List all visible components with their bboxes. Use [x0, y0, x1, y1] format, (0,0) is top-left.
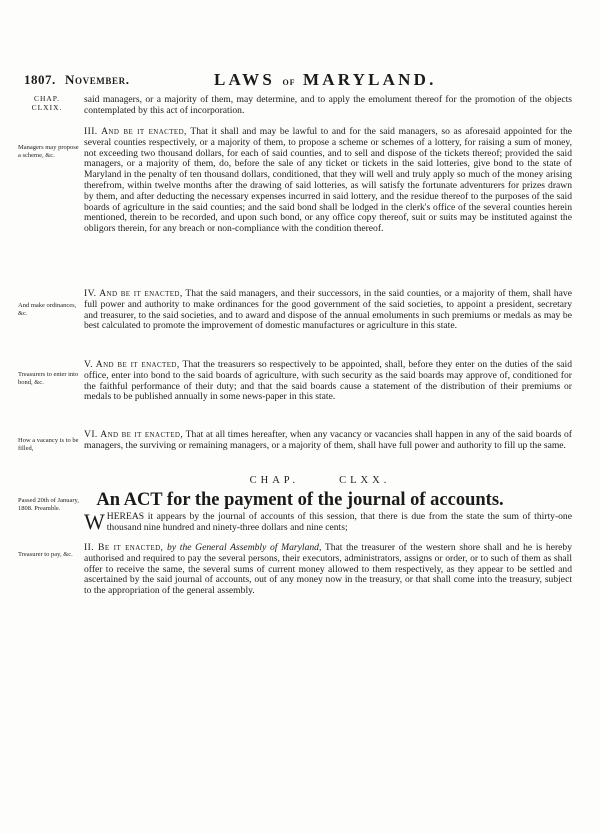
- act-title: An ACT for the payment of the journal of accounts.: [96, 490, 504, 510]
- title-laws: LAWS: [214, 70, 275, 89]
- chapter-number: CLXIX.: [31, 103, 63, 112]
- paragraph-text: said managers, or a majority of them, may determine, and to apply the emolument thereof for the promotion of the objects contemplated by this act of incorporation.: [84, 94, 572, 116]
- margin-note-treasurers: Treasurers to enter into bond, &c.: [18, 371, 79, 386]
- section-lead: IV. And be it enacted,: [84, 288, 183, 299]
- drop-cap: W: [84, 509, 105, 534]
- section-ii: [84, 543, 572, 597]
- section-lead: V. And be it enacted,: [84, 359, 180, 370]
- section-v: [84, 360, 572, 403]
- section-text: That the treasurers so respectively to be appointed, shall, before they enter on the duties of the said office, enter into bond to the said boards of agriculture, with such security as the said boards may approve of, conditioned for the faithful performance of their duty; and that the said boards cause a statement of the distribution of their premiums or medals to be published annually in some news-paper in this state.: [84, 359, 572, 403]
- section-iii: [84, 127, 572, 235]
- preamble-text: HEREAS it appears by the journal of accounts of this session, that there is due from the state the sum of thirty-one thousand nine hundred and ninety-three dollars and nine cents;: [106, 511, 572, 533]
- margin-note-passed: Passed 20th of January, 1808. Preamble.: [18, 497, 79, 512]
- section-text: That the treasurer of the western shore shall and he is hereby authorised and required to pay the several persons, their executors, administrators, assigns or order, or to such of them as shall offer to receive the same, the several sums of current money allowed to them respectively, as they appear to be settled and ascertained by the said journal of accounts, out of any money now in the treasury, or that shall come into the treasury, subject to the appropriation of the general assembly.: [84, 542, 573, 597]
- section-lead: II. Be it enacted,: [84, 542, 164, 553]
- section-lead: III. And be it enacted,: [84, 126, 187, 137]
- section-text: That it shall and may be lawful to and for the said managers, so as aforesaid appointed for the several counties respectively, or a majority of them, to propose a scheme or schemes of a lottery, for raising a sum of money, not exceeding two thousand dollars, for each of said counties, and to sell and dispose of the tickets thereof; provided the said managers, or a majority of them, do, before the sale of any ticket or tickets in the said lotteries, give bond to the state of Maryland in the penalty of ten thousand dollars, conditioned, that they will well and truly apply so much of the money arising therefrom, within twelve months after the drawing of said lotteries, as will satisfy the fortunate adventurers for prizes drawn by them, and after deducting the necessary expenses incurred in said lottery, and the residue thereof to the purposes of the said boards of agriculture in the said counties; and the said bond shall be lodged in the clerk's office of the several counties herein mentioned, therein to be recorded, and upon such bond, or any office copy thereof, suit or suits may be instituted against the obligors therein, for any breach or non-compliance with the condition thereof.: [84, 126, 572, 235]
- section-lead: VI. And be it enacted,: [84, 429, 184, 440]
- chapter-heading-label: CHAP.: [249, 475, 300, 486]
- margin-note-treasurer-pay: Treasurer to pay, &c.: [18, 551, 73, 558]
- title-of: of: [282, 76, 296, 88]
- header-month: November.: [65, 72, 130, 87]
- section-lead-rest: by the General Assembly of Maryland,: [167, 542, 322, 553]
- chapter-label: CHAP.: [33, 94, 61, 103]
- page-header: [24, 70, 576, 92]
- margin-note-ordinances: And make ordinances, &c.: [18, 302, 77, 317]
- margin-note-vacancy: How a vacancy is to be filled,: [18, 437, 79, 452]
- title-maryland: MARYLAND.: [303, 70, 437, 89]
- header-year: 1807.: [24, 72, 56, 87]
- chapter-heading: [0, 475, 600, 486]
- chapter-heading-number: CLXX.: [339, 475, 391, 486]
- preamble: [84, 509, 572, 534]
- section-text: That the said managers, and their successors, in the said counties, or a majority of them, shall have full power and authority to make ordinances for the good government of the said societies, to appoint a president, secretary and treasurer, to the said societies, and to award and dispose of the annual emoluments in such premiums or medals as may be best calculated to promote the improvement of domestic manufactures or agriculture in this state.: [84, 288, 572, 332]
- section-text: That at all times hereafter, when any vacancy or vacancies shall happen in any of the said boards of managers, the surviving or remaining managers, or a majority of them, shall have full power and authority to fill up the same.: [84, 429, 572, 451]
- paragraph-continuation: [84, 95, 572, 117]
- running-title: [214, 70, 437, 90]
- header-date: [24, 72, 130, 88]
- section-iv: [84, 289, 572, 332]
- margin-note-managers: Managers may propose a scheme, &c.: [18, 144, 79, 159]
- section-vi: [84, 430, 572, 452]
- chapter-marker: [26, 94, 68, 112]
